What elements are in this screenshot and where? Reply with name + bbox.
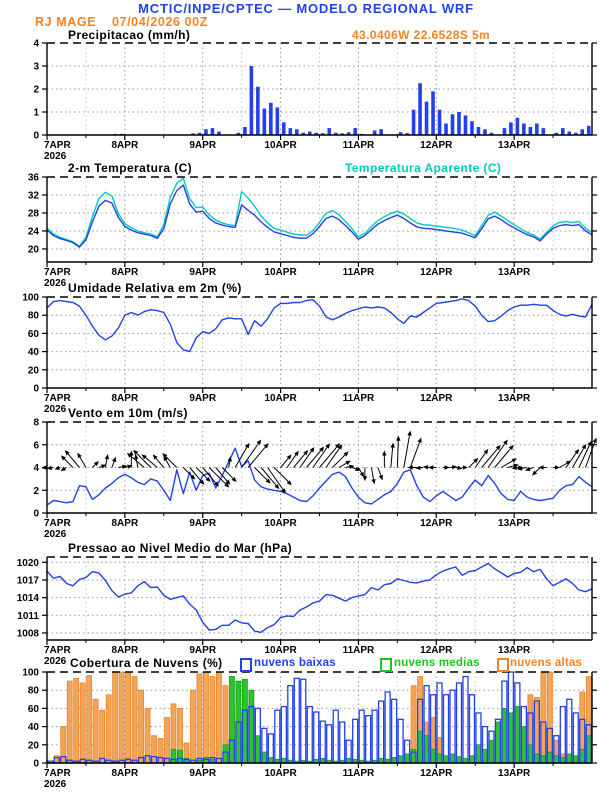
svg-text:36: 36: [27, 172, 39, 184]
svg-text:12APR: 12APR: [420, 140, 453, 151]
svg-text:13APR: 13APR: [498, 768, 531, 779]
panel-clouds-plot: [22, 668, 597, 791]
legend-nuvens-altas: nuvens altas: [510, 657, 583, 669]
svg-text:0: 0: [33, 383, 39, 395]
svg-text:9APR: 9APR: [189, 645, 217, 656]
svg-text:7APR: 7APR: [44, 645, 71, 656]
svg-text:8APR: 8APR: [111, 768, 139, 779]
svg-text:4: 4: [33, 463, 39, 474]
svg-text:80: 80: [27, 310, 39, 322]
svg-text:2026: 2026: [44, 404, 67, 415]
nuvens-altas-swatch: [497, 658, 509, 672]
svg-text:8APR: 8APR: [111, 393, 139, 404]
svg-text:11APR: 11APR: [342, 267, 375, 278]
svg-text:1020: 1020: [16, 557, 39, 569]
svg-text:10APR: 10APR: [264, 518, 297, 529]
svg-text:7APR: 7APR: [44, 267, 71, 278]
svg-text:1008: 1008: [16, 628, 39, 640]
panel-pressure-plot: [17, 557, 597, 667]
svg-text:12APR: 12APR: [420, 393, 453, 404]
svg-text:7APR: 7APR: [44, 518, 71, 529]
svg-text:10APR: 10APR: [264, 140, 297, 151]
panel-humidity-plot: [22, 293, 597, 416]
svg-text:0: 0: [33, 130, 39, 142]
run-datetime: 07/04/2026 00Z: [112, 15, 208, 29]
svg-text:2026: 2026: [44, 151, 67, 162]
svg-text:40: 40: [27, 722, 39, 734]
model-title: MCTIC/INPE/CPTEC — MODELO REGIONAL WRF: [138, 1, 474, 16]
legend-nuvens-medias: nuvens medias: [394, 657, 480, 669]
svg-text:7APR: 7APR: [44, 140, 71, 151]
svg-text:100: 100: [22, 667, 39, 679]
svg-text:12APR: 12APR: [420, 518, 453, 529]
svg-text:0: 0: [33, 758, 39, 770]
svg-text:8APR: 8APR: [111, 645, 139, 656]
svg-text:11APR: 11APR: [342, 518, 375, 529]
svg-text:20: 20: [27, 740, 39, 752]
station-coordinates: 43.0406W 22.6528S 5m: [352, 28, 491, 42]
svg-text:12APR: 12APR: [420, 645, 453, 656]
svg-text:2026: 2026: [44, 529, 67, 540]
svg-text:9APR: 9APR: [189, 393, 217, 404]
svg-text:2: 2: [33, 485, 39, 497]
svg-text:11APR: 11APR: [342, 140, 375, 151]
svg-text:2: 2: [33, 84, 39, 96]
svg-text:1014: 1014: [16, 593, 39, 605]
panel-temperature-plot: [28, 173, 597, 290]
svg-text:9APR: 9APR: [189, 768, 217, 779]
svg-text:0: 0: [33, 508, 39, 520]
svg-text:13APR: 13APR: [498, 645, 531, 656]
svg-text:28: 28: [27, 208, 39, 220]
svg-text:7APR: 7APR: [44, 768, 71, 779]
svg-text:8APR: 8APR: [111, 518, 139, 529]
svg-text:60: 60: [27, 703, 39, 715]
svg-text:20: 20: [27, 365, 39, 377]
svg-text:24: 24: [27, 226, 39, 238]
svg-text:10APR: 10APR: [264, 267, 297, 278]
svg-text:2026: 2026: [44, 779, 67, 790]
svg-text:11APR: 11APR: [342, 645, 375, 656]
svg-text:8APR: 8APR: [111, 140, 139, 151]
svg-text:10APR: 10APR: [264, 393, 297, 404]
panel-title-wind: Vento em 10m (m/s): [68, 406, 188, 420]
legend-nuvens-baixas: nuvens baixas: [254, 657, 336, 669]
svg-text:13APR: 13APR: [498, 518, 531, 529]
svg-text:1: 1: [33, 107, 39, 119]
panel-precipitation-plot: [33, 39, 597, 163]
svg-text:60: 60: [27, 328, 39, 340]
svg-text:2026: 2026: [44, 278, 67, 289]
svg-text:10APR: 10APR: [264, 768, 297, 779]
svg-text:100: 100: [22, 292, 39, 304]
svg-text:10APR: 10APR: [264, 645, 297, 656]
panel-title-clouds: Cobertura de Nuvens (%): [70, 656, 223, 670]
panel-title-humidity: Umidade Relativa em 2m (%): [68, 281, 242, 295]
svg-text:13APR: 13APR: [498, 267, 531, 278]
svg-text:12APR: 12APR: [420, 768, 453, 779]
nuvens-medias-swatch: [380, 658, 392, 672]
svg-text:9APR: 9APR: [189, 518, 217, 529]
svg-text:11APR: 11APR: [342, 768, 375, 779]
svg-text:7APR: 7APR: [44, 393, 71, 404]
svg-text:1017: 1017: [16, 575, 39, 587]
station-name: RJ MAGE: [35, 15, 97, 29]
svg-text:4: 4: [33, 38, 39, 50]
svg-text:8: 8: [33, 417, 39, 429]
panel-title-apparent-temperature: Temperatura Aparente (C): [345, 161, 502, 175]
svg-text:9APR: 9APR: [189, 140, 217, 151]
svg-text:12APR: 12APR: [420, 267, 453, 278]
svg-text:32: 32: [27, 190, 39, 202]
svg-text:13APR: 13APR: [498, 140, 531, 151]
panel-wind-plot: [33, 418, 597, 541]
svg-text:20: 20: [27, 244, 39, 256]
panel-title-temperature: 2-m Temperatura (C): [68, 161, 193, 175]
panel-title-pressure: Pressao ao Nivel Medio do Mar (hPa): [68, 541, 293, 555]
nuvens-baixas-swatch: [240, 658, 252, 672]
svg-text:8APR: 8APR: [111, 267, 139, 278]
svg-text:11APR: 11APR: [342, 393, 375, 404]
svg-text:40: 40: [27, 347, 39, 359]
svg-text:6: 6: [33, 440, 39, 452]
svg-text:80: 80: [27, 685, 39, 697]
svg-text:9APR: 9APR: [189, 267, 217, 278]
svg-text:13APR: 13APR: [498, 393, 531, 404]
svg-text:2026: 2026: [44, 656, 67, 667]
panel-title-precipitation: Precipitacao (mm/h): [68, 28, 191, 42]
svg-text:1011: 1011: [17, 610, 39, 622]
svg-text:3: 3: [33, 61, 39, 73]
